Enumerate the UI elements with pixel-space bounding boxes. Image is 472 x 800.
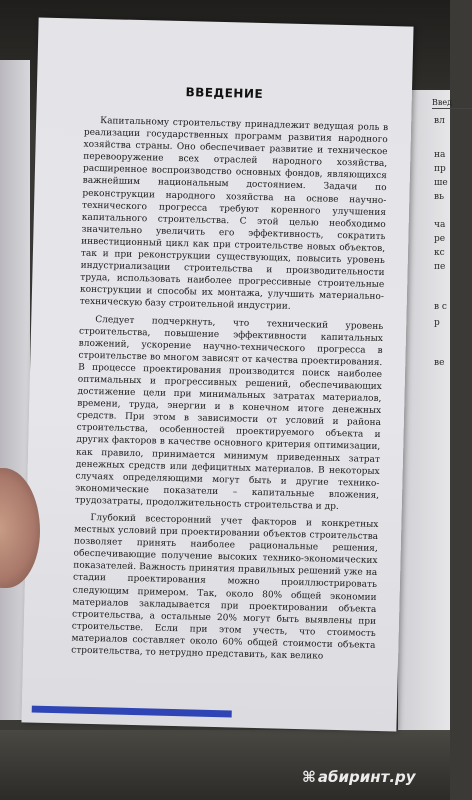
next-page-line: ве xyxy=(434,358,445,368)
next-page-line: ре xyxy=(434,234,446,244)
paragraph: Глубокий всесторонний учет факторов и конкретных местных условий при проектировании объектов строительства позволяет принять наиболее рациональные решения, обеспечивающие получение высоких технико-экономических показателей. Важность принятия правильных решений уже на стадии проектирования можно проиллюстрировать следующим примером. Так, около 80% общей экономии материалов закладывается при проектировании объекта строительства, а остальные 20% могут быть выявлены при строительстве. Если при этом учесть, что стоимость материалов составляет около 60% общей стоимости объекта строительства, то нетрудно представить, как велико xyxy=(71,512,379,662)
paragraph: Следует подчеркнуть, что технический уровень строительства, повышение эффективности капитальных вложений, ускорение научно-технического прогресса в строительстве во многом зависят от качества проектирования. В процессе проектирования производится поиск наиболее оптимальных и прогрессивных решений, обеспечивающих достижение цели при минимальных затратах материалов, времени, труда, энергии и в конечном итоге денежных средств. При этом в зависимости от условий и района строительства, особенностей проектируемого объекта и других факторов в качестве основного критерия оптимизации, как правило, принимается минимум приведенных затрат денежных средств или дефицитных материалов. В некоторых случаях определяющими могут быть и другие технико-экономические показатели – капитальные вложения, трудозатраты, продолжительность строительства и др. xyxy=(74,314,384,512)
next-page-line: ше xyxy=(434,178,448,188)
background-bottom xyxy=(0,730,450,800)
paragraph: Капитальному строительству принадлежит ведущая роль в реализации государственных программ развития народного хозяйства страны. Оно обеспечивает развитие и техническое перевооружение всех отраслей народного хозяйства, расширенное воспроизводство основных фондов, являющихся важнейшим национальным достоянием. Задачи по реконструкции народного хозяйства на основе научно-технического прогресса требуют коренного улучшения капитального строительства. С этой целью необходимо значительно увеличить его эффективность, сократить инвестиционный цикл как при строительстве новых объектов, так и при реконструкции существующих, повысить уровень индустриализации строительства и производительности труда, использовать наиболее прогрессивные строительные конструкции и способы их монтажа, улучшить материально-техническую базу строительной индустрии. xyxy=(79,116,389,313)
book-page xyxy=(21,18,413,732)
next-page-line: кс xyxy=(434,248,445,258)
next-page-header: Введ xyxy=(432,98,472,109)
next-page-line: в с xyxy=(434,302,447,312)
cover-stripe xyxy=(32,706,232,718)
page-title: ВВЕДЕНИЕ xyxy=(185,85,264,102)
watermark xyxy=(302,768,416,786)
next-page-line: р xyxy=(434,318,440,328)
next-page-line: на xyxy=(434,150,446,160)
next-page-line: ча xyxy=(434,220,446,230)
next-page-line: вь xyxy=(434,192,444,202)
next-page-line: пе xyxy=(434,262,446,272)
labyrinth-logo-icon: ⌘ xyxy=(302,768,316,786)
next-page-line: вл xyxy=(434,116,445,126)
next-page-line: пр xyxy=(434,164,446,174)
page-body xyxy=(71,115,388,669)
watermark-text: абиринт.ру xyxy=(317,768,416,786)
